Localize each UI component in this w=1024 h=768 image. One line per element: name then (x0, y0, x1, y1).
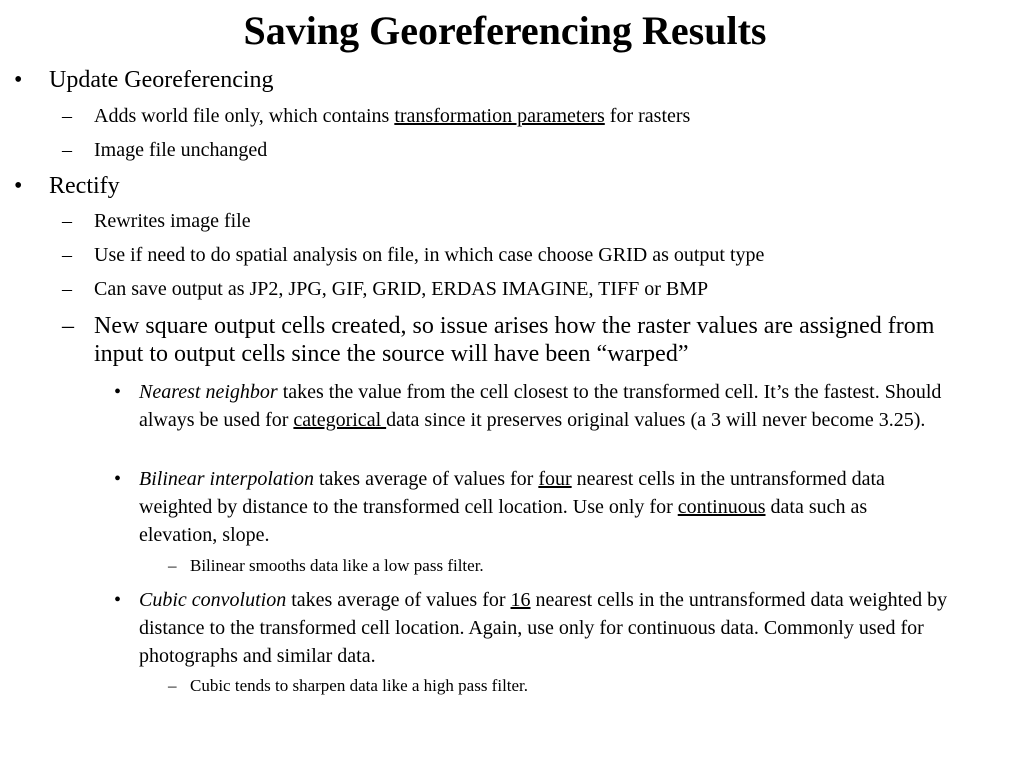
bullet-marker: • (14, 173, 23, 199)
dash-marker: – (168, 556, 177, 575)
four-link: four (538, 468, 572, 490)
cubic-convolution-term: Cubic convolution (139, 589, 287, 611)
bullet-marker: • (14, 67, 23, 93)
item-update-georeferencing: Update Georeferencing (49, 67, 274, 93)
continuous-link: continuous (677, 496, 766, 518)
item-cubic-convolution: Cubic convolution takes average of values for 16 nearest cells in the untransformed data weighted by distance to the transformed cell location. Again, use only for continuous data. Commonly used for photographs and similar data. (139, 589, 948, 667)
item-use-if-spatial: Use if need to do spatial analysis on file, in which case choose GRID as output type (94, 244, 765, 266)
dash-marker: – (62, 278, 72, 300)
bilinear-interpolation-term: Bilinear interpolation (139, 468, 314, 490)
slide-title: Saving Georeferencing Results (243, 8, 767, 53)
dash-marker: – (62, 210, 72, 232)
item-new-square-cells: New square output cells created, so issue arises how the raster values are assigned from input to output cells since the source will have been “warped” (94, 313, 935, 367)
item-rewrites-image: Rewrites image file (94, 210, 251, 232)
item-image-unchanged: Image file unchanged (94, 139, 268, 161)
dash-marker: – (62, 313, 74, 339)
item-rectify: Rectify (49, 173, 120, 199)
item-bilinear-smooths: Bilinear smooths data like a low pass filter. (190, 556, 484, 575)
nearest-neighbor-term: Nearest neighbor (139, 381, 278, 403)
dash-marker: – (62, 244, 72, 266)
bullet-marker: • (114, 589, 122, 611)
bullet-marker: • (114, 381, 122, 403)
item-cubic-sharpens: Cubic tends to sharpen data like a high pass filter. (190, 676, 529, 695)
item-bilinear-interpolation: Bilinear interpolation takes average of values for four nearest cells in the untransformed data weighted by distance to the transformed cell location. Use only for continuous data such as elevation, slope. (139, 468, 885, 546)
categorical-link: categorical (293, 409, 387, 431)
dash-marker: – (62, 139, 72, 161)
item-nearest-neighbor: Nearest neighbor takes the value from the cell closest to the transformed cell. It’s the fastest. Should always be used for categorical data since it preserves original values (a 3 will never become 3.25). (139, 381, 942, 431)
item-adds-world-file: Adds world file only, which contains transformation parameters for rasters (94, 105, 691, 127)
transformation-parameters-link: transformation parameters (394, 105, 605, 127)
dash-marker: – (168, 676, 177, 695)
dash-marker: – (62, 105, 72, 127)
bullet-marker: • (114, 468, 122, 490)
sixteen-link: 16 (510, 589, 531, 611)
item-can-save-output: Can save output as JP2, JPG, GIF, GRID, ERDAS IMAGINE, TIFF or BMP (94, 278, 709, 300)
